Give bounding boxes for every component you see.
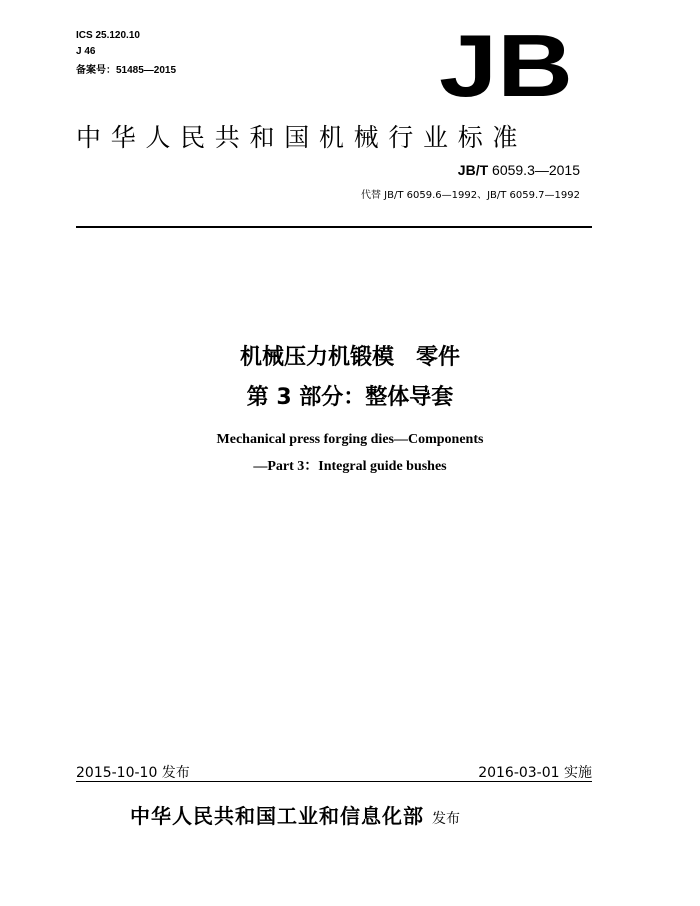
title-zh-line1: 机械压力机锻模 零件 — [239, 345, 460, 370]
ccs-code: J 46 — [76, 46, 96, 57]
title-en-line2: —Part 3：Integral guide bushes — [253, 459, 447, 474]
standard-number-prefix: JB/T — [457, 162, 489, 178]
title-en-line1: Mechanical press forging dies—Components — [216, 432, 484, 447]
implementation-date: 2016-03-01 实施 — [478, 765, 592, 781]
jb-logo — [438, 30, 574, 102]
publisher — [130, 800, 460, 829]
title-zh-line2: 第 3 部分：整体导套 — [246, 385, 454, 410]
publisher-label: 发布 — [432, 811, 460, 827]
publisher-name: 中华人民共和国工业和信息化部 — [130, 804, 424, 828]
ics-code: ICS 25.120.10 — [76, 30, 140, 41]
replaces-note: 代替 JB/T 6059.6—1992、JB/T 6059.7—1992 — [361, 190, 580, 201]
issue-date: 2015-10-10 发布 — [76, 765, 190, 781]
standard-number — [458, 162, 580, 178]
header-divider — [76, 226, 592, 228]
record-number: 备案号：51485—2015 — [76, 65, 177, 76]
jb-logo-text: JB — [439, 30, 573, 102]
standard-number-value: 6059.3—2015 — [488, 162, 580, 178]
footer-divider — [76, 781, 592, 782]
organization-title: 中华人民共和国机械行业标准 — [76, 123, 528, 152]
